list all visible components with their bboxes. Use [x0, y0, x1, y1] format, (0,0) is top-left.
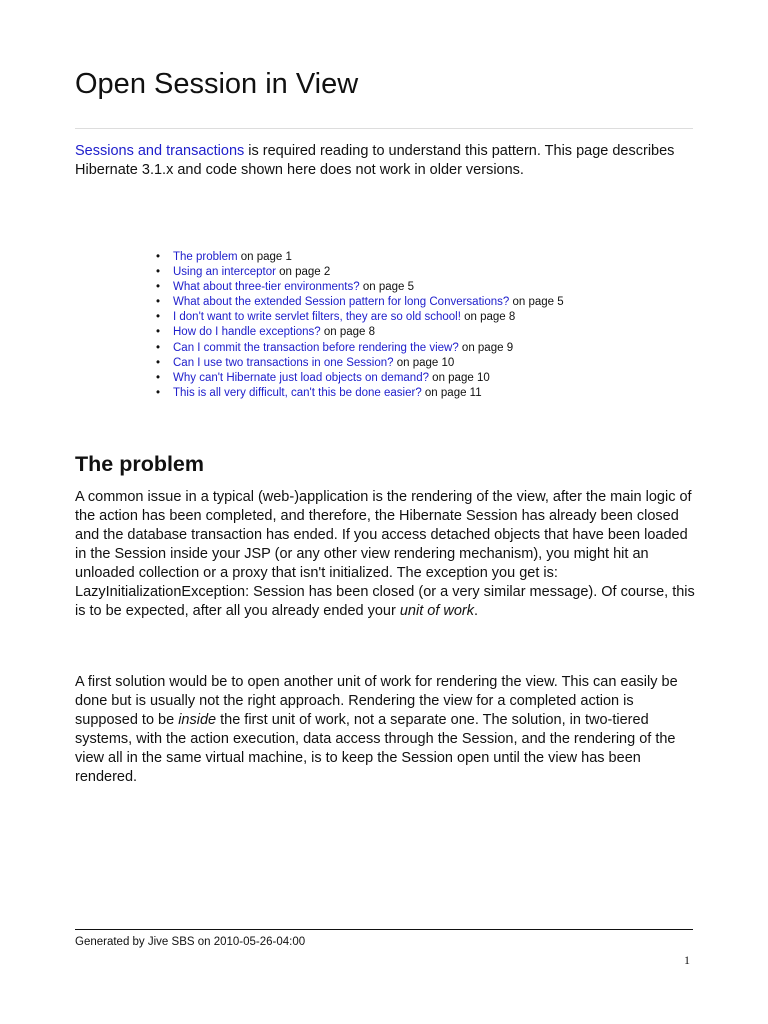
toc-link-commit-before-rendering[interactable]: Can I commit the transaction before rendering the view? — [173, 341, 459, 354]
toc-item — [155, 356, 715, 371]
title-divider — [75, 128, 693, 129]
paragraph-text: A first solution would be to open another unit of work for rendering the view. This can easily be done but is usually not the right approach. Rendering the view for a completed action is supposed to be — [75, 674, 678, 728]
toc-item — [155, 386, 715, 401]
section-heading-the-problem: The problem — [75, 452, 205, 476]
bullet-icon: • — [156, 356, 161, 369]
page-title: Open Session in View — [75, 68, 359, 100]
toc-item — [155, 310, 715, 325]
paragraph-text: the first unit of work, not a separate one. The solution, in two-tiered systems, with the action execution, data access through the Session, and the rendering of the view all in the same virtual machine, is to keep the Session open until the view has been rendered. — [75, 712, 676, 785]
toc-page-ref: on page 8 — [320, 326, 376, 339]
toc-page-ref: on page 8 — [460, 311, 516, 324]
toc-link-using-an-interceptor[interactable]: Using an interceptor — [173, 266, 276, 279]
emphasis-text: inside — [178, 712, 217, 728]
toc-item — [155, 250, 715, 265]
footer-generated-text: Generated by Jive SBS on 2010-05-26-04:00 — [75, 936, 306, 948]
toc-page-ref: on page 2 — [275, 266, 331, 279]
problem-paragraph-1 — [75, 488, 695, 621]
toc-link-extended-session[interactable]: What about the extended Session pattern for long Conversations? — [173, 296, 510, 309]
toc-link-load-on-demand[interactable]: Why can't Hibernate just load objects on demand? — [173, 371, 429, 384]
toc-link-done-easier[interactable]: This is all very difficult, can't this be done easier? — [173, 386, 422, 399]
bullet-icon: • — [156, 266, 161, 279]
toc-link-three-tier[interactable]: What about three-tier environments? — [173, 281, 360, 294]
toc-link-the-problem[interactable]: The problem — [173, 251, 238, 263]
toc-item — [155, 371, 715, 386]
table-of-contents — [155, 250, 715, 401]
bullet-icon: • — [156, 281, 161, 294]
toc-link-handle-exceptions[interactable]: How do I handle exceptions? — [173, 326, 321, 339]
bullet-icon: • — [156, 371, 161, 384]
bullet-icon: • — [156, 341, 161, 354]
page-number: 1 — [684, 953, 690, 967]
toc-page-ref: on page 5 — [509, 296, 564, 309]
toc-page-ref: on page 10 — [428, 371, 490, 384]
toc-page-ref: on page 1 — [237, 251, 292, 263]
bullet-icon: • — [156, 251, 161, 263]
toc-link-two-transactions[interactable]: Can I use two transactions in one Session? — [173, 356, 394, 369]
intro-text: is required reading to understand this pattern. This page describes Hibernate 3.1.x and code shown here does not work in older versions. — [75, 143, 675, 178]
bullet-icon: • — [156, 311, 161, 324]
toc-link-servlet-filters[interactable]: I don't want to write servlet filters, they are so old school! — [173, 311, 461, 324]
toc-page-ref: on page 5 — [359, 281, 415, 294]
toc-item — [155, 265, 715, 280]
toc-item — [155, 341, 715, 356]
problem-paragraph-2 — [75, 673, 695, 787]
emphasis-text: unit of work — [399, 603, 474, 619]
bullet-icon: • — [156, 386, 161, 399]
bullet-icon: • — [156, 326, 161, 339]
paragraph-text: A common issue in a typical (web-)application is the rendering of the view, after the main logic of the action has been completed, and therefore, the Hibernate Session has already been closed and the database transaction has ended. If you access detached objects that have been loaded in the Session inside your JSP (or any other view rendering mechanism), you might hit an unloaded collection or a proxy that isn't initialized. The exception you get is: LazyInitializationException: Session has been closed (or a very similar message). Of course, this is to be expected, after all you already ended your — [75, 489, 695, 619]
toc-item — [155, 325, 715, 340]
toc-page-ref: on page 11 — [421, 386, 482, 399]
bullet-icon: • — [156, 296, 161, 309]
toc-page-ref: on page 9 — [458, 341, 514, 354]
toc-page-ref: on page 10 — [393, 356, 455, 369]
toc-item — [155, 280, 715, 295]
toc-item — [155, 295, 715, 310]
footer-divider — [75, 929, 693, 930]
intro-paragraph — [75, 142, 695, 180]
sessions-transactions-link[interactable]: Sessions and transactions — [75, 143, 245, 159]
paragraph-text: . — [474, 603, 479, 619]
